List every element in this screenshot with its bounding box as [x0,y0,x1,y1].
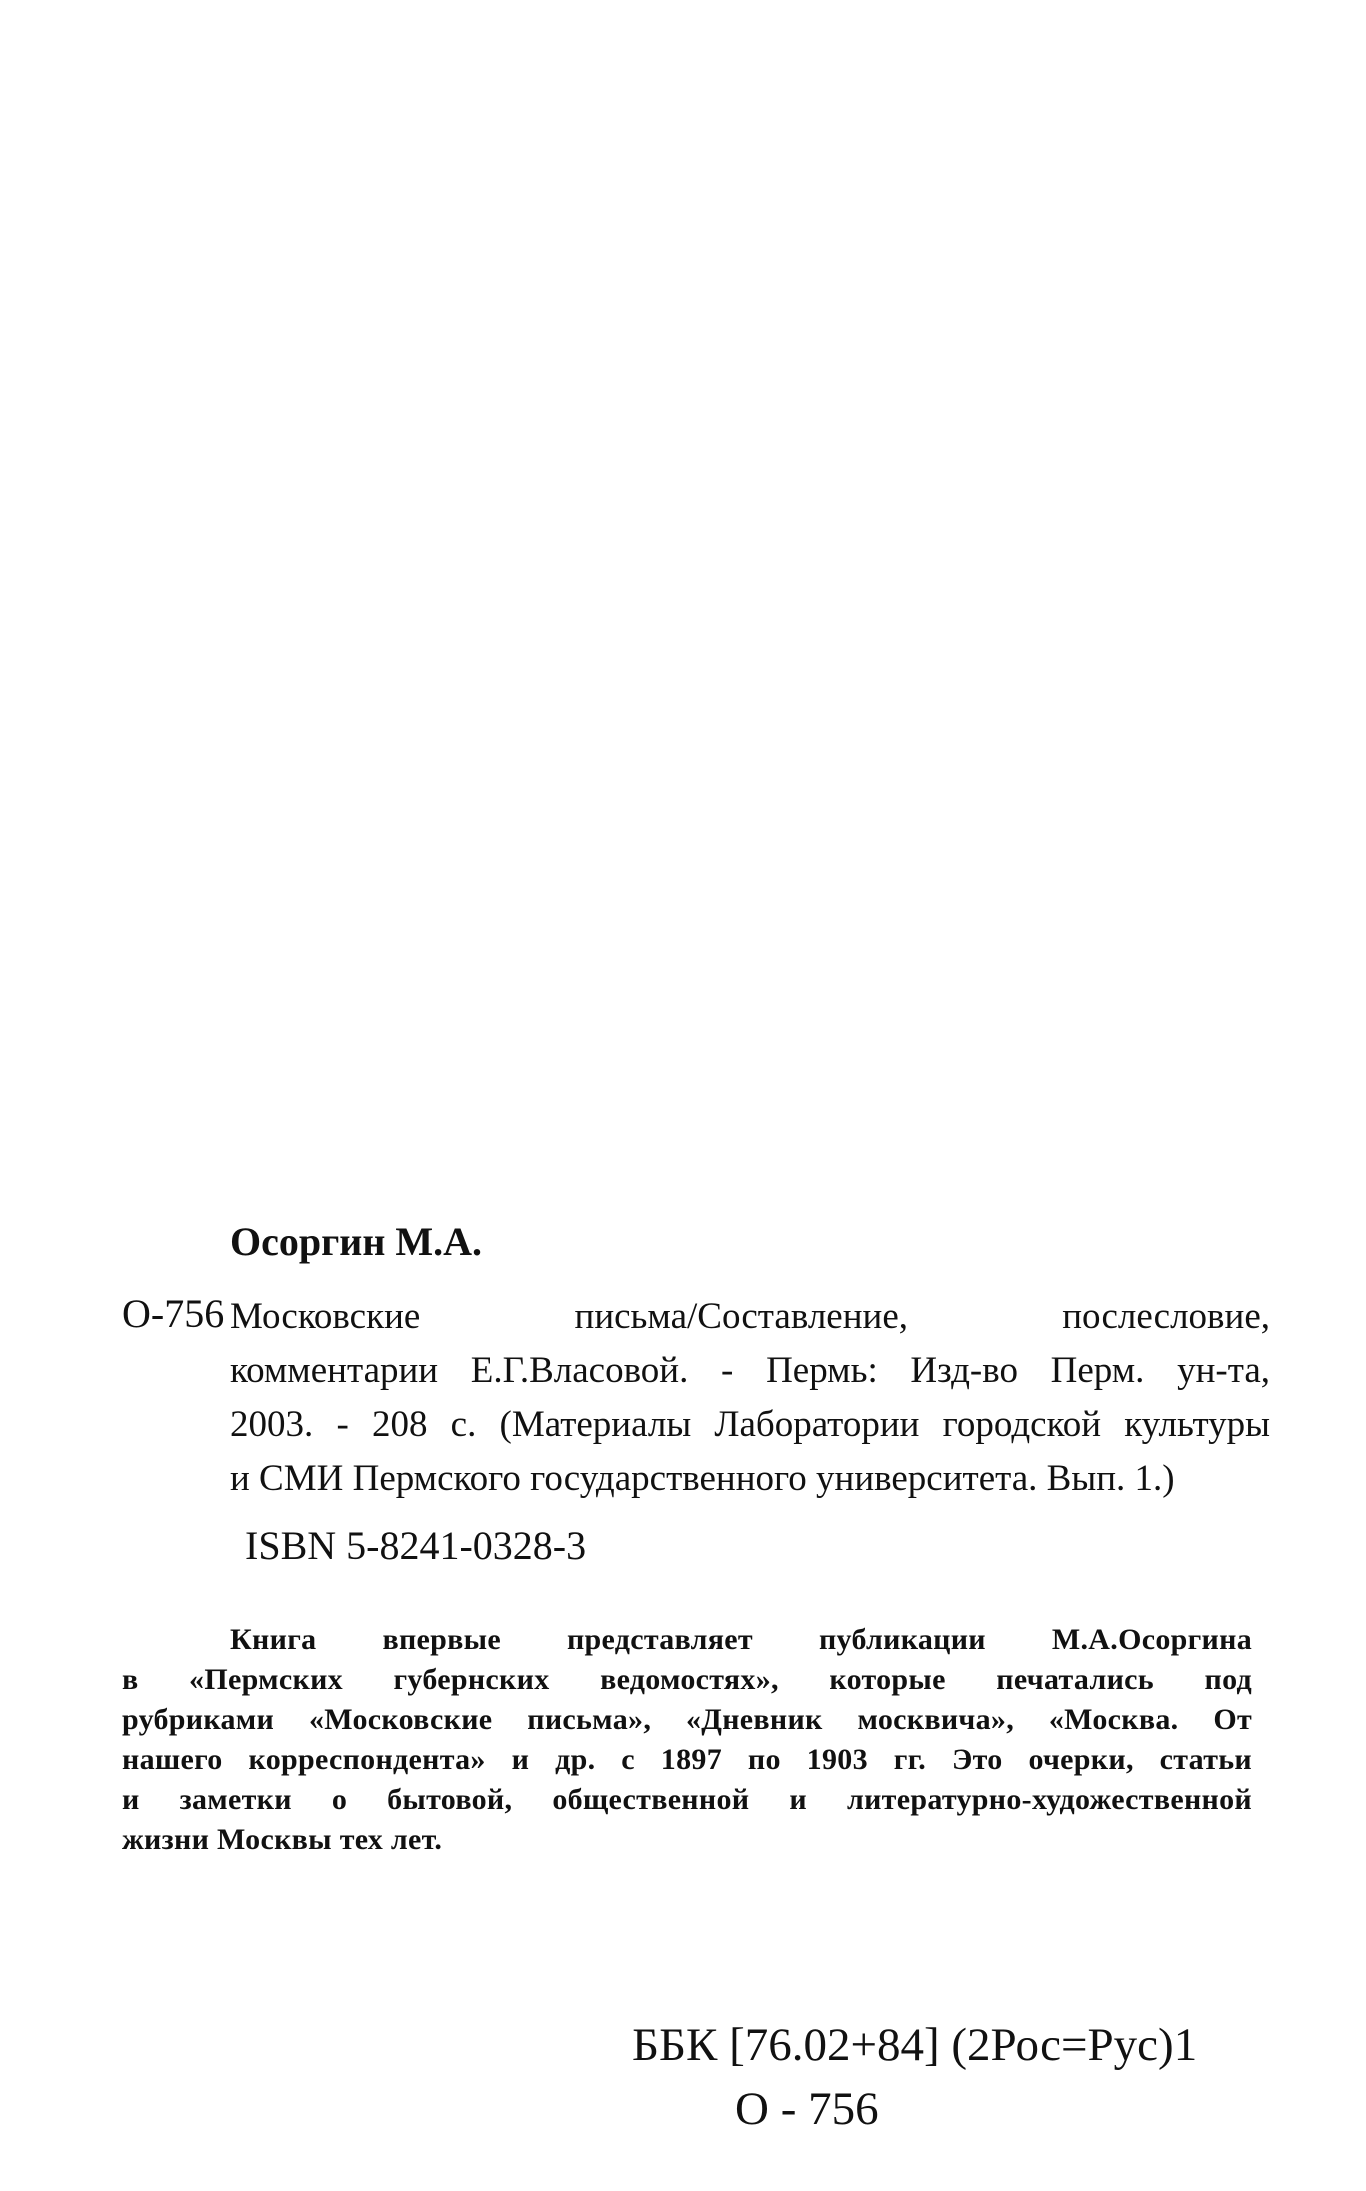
biblio-line: комментарии Е.Г.Власовой. - Пермь: Изд-во Перм. ун-та, [230,1350,1270,1391]
biblio-line: и СМИ Пермского государственного университета. Вып. 1.) [230,1458,1175,1499]
annotation-line: жизни Москвы тех лет. [122,1823,443,1856]
annotation-line: Книга впервые представляет публикации М.А.Осоргина [230,1623,1252,1656]
author-name: Осоргин М.А. [230,1219,483,1264]
annotation-line: рубриками «Московские письма», «Дневник москвича», «Москва. От [122,1703,1252,1736]
biblio-line: Московские письма/Составление, послесловие, [230,1296,1270,1337]
author-index-code: О-756 [122,1291,225,1336]
annotation-line: в «Пермских губернских ведомостях», которые печатались под [122,1663,1252,1696]
annotation-line: нашего корреспондента» и др. с 1897 по 1903 гг. Это очерки, статьи [122,1743,1252,1776]
annotation [122,1620,1252,1860]
bibliographic-description [230,1290,1270,1506]
bbk-classification: ББК [76.02+84] (2Рос=Рус)1 [632,2019,1198,2071]
biblio-line: 2003. - 208 с. (Материалы Лаборатории городской культуры [230,1404,1270,1445]
bbk-author-code: О - 756 [735,2083,879,2135]
annotation-line: и заметки о бытовой, общественной и литературно-художественной [122,1783,1252,1816]
isbn: ISBN 5-8241-0328-3 [245,1523,587,1568]
